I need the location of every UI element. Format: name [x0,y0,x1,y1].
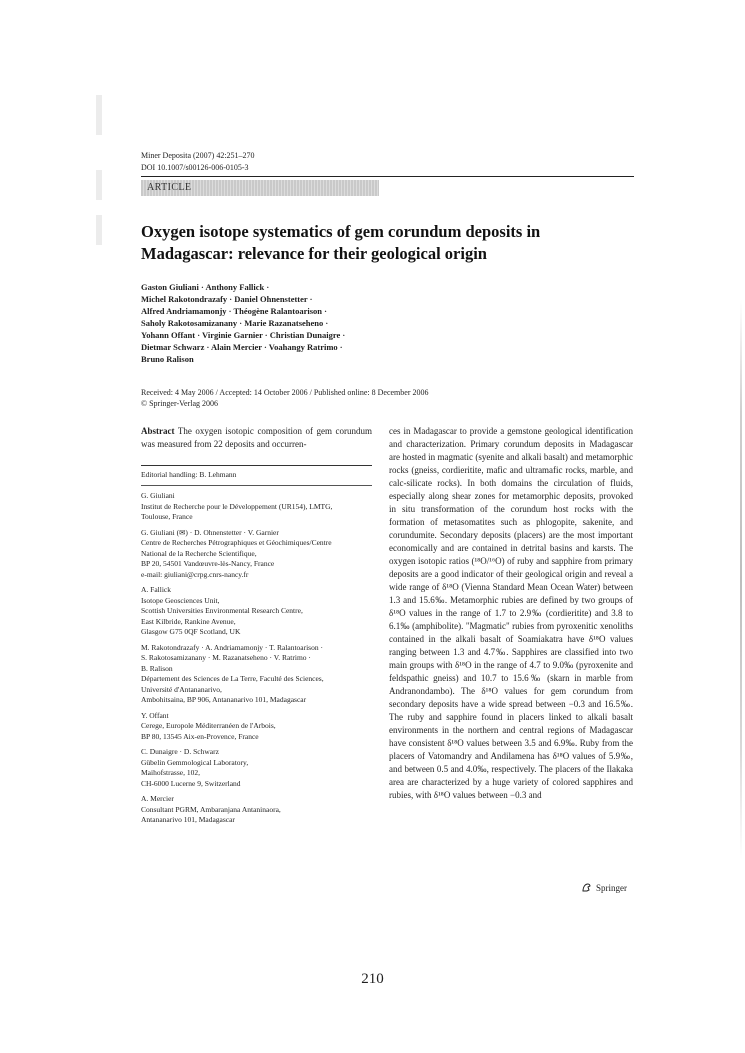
affiliation-line: BP 20, 54501 Vandœuvre-lès-Nancy, France [141,559,275,568]
author-line: Alfred Andriamamonjy · Théogène Ralantoarison · [141,306,327,316]
affiliation-line: Consultant PGRM, Ambaranjana Antaninaora, [141,804,281,814]
affiliation-block [141,711,372,743]
affiliation-line: National de la Recherche Scientifique, [141,548,257,558]
abstract [141,425,372,451]
abstract-text: The oxygen isotopic composition of gem corundum was measured from 22 deposits and occurren- [141,426,373,449]
received-accepted-published: Received: 4 May 2006 / Accepted: 14 October 2006 / Published online: 8 December 2006 [141,388,429,397]
affiliation-block [141,794,372,826]
article-type-band [141,180,379,196]
scan-ghost-mark [96,215,102,245]
editorial-handling: Editorial handling: B. Lehmann [141,465,372,480]
editorial-rule [141,485,372,486]
author-line: Gaston Giuliani · Anthony Fallick · [141,282,270,292]
author-list [141,281,471,365]
author-line: Saholy Rakotosamizanany · Marie Razanatseheno · [141,318,329,328]
affiliation-line: Antananarivo 101, Madagascar [141,815,235,824]
affiliations [141,491,372,826]
affiliation-line: Glasgow G75 0QF Scotland, UK [141,627,241,636]
journal-header [141,150,255,174]
article-type-label: ARTICLE [147,182,192,193]
journal-citation: Miner Deposita (2007) 42:251–270 [141,151,255,160]
publication-dates [141,387,561,409]
affiliation-line: G. Giuliani (✉) · D. Ohnenstetter · V. Garnier [141,527,279,537]
affiliation-line: Isotope Geosciences Unit, [141,595,220,605]
body-text: ces in Madagascar to provide a gemstone geological identification and characterization. Primary corundum deposits in Madagascar are hosted in magmatic (syenite and alkali basalt) and metamorphic rocks (gneiss, cordieritite, mafic and ultramafic rocks, marble, and calc-silicate rocks). In both domains the circulation of fluids, especially along shear zones for metamorphic deposits, provoked in situ transformation of the corundum host rocks with the formation of metasomatites such as phlogopite, sakenite, and corundumite. Secondary deposits (placers) are the most important economically and are contained in detrital basins and karsts. The oxygen isotopic ratios (¹⁸O/¹⁶O) of ruby and sapphire from primary deposits are a good indicator of their geological origin and reveal a wide range of δ¹⁸O (Vienna Standard Mean Ocean Water) between 1.3 and 15.6‰. Metamorphic rubies are defined by two groups of δ¹⁸O values in the range of 1.7 to 2.9‰ (cordieritite) and 3.8 to 6.1‰ (amphibolite). "Magmatic" rubies from pyroxenitic xenoliths contained in the alkali basalt of Soamiakatra have δ¹⁸O values ranging between 1.3 and 4.7‰. Sapphires are classified into two main groups with δ¹⁸O in the range of 4.7 to 9.0‰ (pyroxenite and feldspathic gneiss) and 10.7 to 15.6‰ (skarn in marble from Andranondambo). The δ¹⁸O values for gem corundum from secondary deposits have a wide spread between −0.3 and 16.5‰. The ruby and sapphire found in placers linked to alkali basalt environments in the northern and central regions of Madagascar have consistent δ¹⁸O values between 3.5 and 6.9‰. Ruby from the placers of Vatomandry and Andilamena has δ¹⁸O values of 5.9‰, and between 0.5 and 4.0‰, respectively. The placers of the Ilakaka area are characterized by a huge variety of colored sapphires and rubies, with δ¹⁸O values between −0.3 and [389,426,633,800]
publisher-name: Springer [596,882,627,893]
affiliation-block [141,747,372,789]
affiliation-line: A. Fallick [141,585,171,594]
page-number: 210 [361,971,384,987]
affiliation-line: Université d'Antananarivo, [141,684,222,694]
copyright-line: © Springer-Verlag 2006 [141,399,219,408]
affiliation-line: BP 80, 13545 Aix-en-Provence, France [141,731,259,741]
author-line: Bruno Ralison [141,354,194,364]
affiliation-line: G. Giuliani [141,491,175,500]
affiliation-line: A. Mercier [141,794,174,803]
affiliation-line: East Kilbride, Rankine Avenue, [141,616,236,626]
affiliation-block [141,643,372,706]
left-column [141,425,372,826]
springer-horse-icon [581,882,592,893]
author-line: Yohann Offant · Virginie Garnier · Christian Dunaigre · [141,330,346,340]
affiliation-line: Centre de Recherches Pétrographiques et Géochimiques/Centre [141,538,332,547]
header-rule [141,176,634,177]
scan-edge-shadow [740,300,742,860]
affiliation-line: Toulouse, France [141,512,193,521]
affiliation-line: Maihofstrasse, 102, [141,768,200,777]
affiliation-block [141,585,372,638]
affiliation-line: Cerege, Europole Méditerranéen de l'Arbois, [141,721,276,730]
affiliation-line: Scottish Universities Environmental Research Centre, [141,606,303,615]
scan-ghost-mark [96,170,102,200]
journal-doi: DOI 10.1007/s00126-006-0105-3 [141,163,249,172]
abstract-label: Abstract [141,426,175,436]
scan-ghost-mark [96,95,102,135]
affiliation-line: M. Rakotondrazafy · A. Andriamamonjy · T. Ralantoarison · [141,642,323,652]
affiliation-line: e-mail: giuliani@crpg.cnrs-nancy.fr [141,569,249,579]
springer-logo [581,882,627,893]
affiliation-block [141,491,372,523]
author-line: Dietmar Schwarz · Alain Mercier · Voahangy Ratrimo · [141,342,343,352]
affiliation-line: S. Rakotosamizanany · M. Razanatseheno · V. Ratrimo · [141,653,311,662]
affiliation-line: CH-6000 Lucerne 9, Switzerland [141,778,241,788]
affiliation-line: Département des Sciences de La Terre, Faculté des Sciences, [141,674,324,683]
affiliation-line: Ambohitsaina, BP 906, Antananarivo 101, Madagascar [141,695,307,704]
affiliation-block [141,528,372,581]
affiliation-line: Gübelin Gemmological Laboratory, [141,757,249,767]
author-line: Michel Rakotondrazafy · Daniel Ohnenstetter · [141,294,313,304]
paper-title: Oxygen isotope systematics of gem corundum deposits in Madagascar: relevance for their geological origin [141,222,541,263]
affiliation-line: C. Dunaigre · D. Schwarz [141,747,219,756]
affiliation-line: Institut de Recherche pour le Développement (UR154), LMTG, [141,501,333,511]
affiliation-line: B. Ralison [141,663,173,673]
affiliation-line: Y. Offant [141,710,169,720]
